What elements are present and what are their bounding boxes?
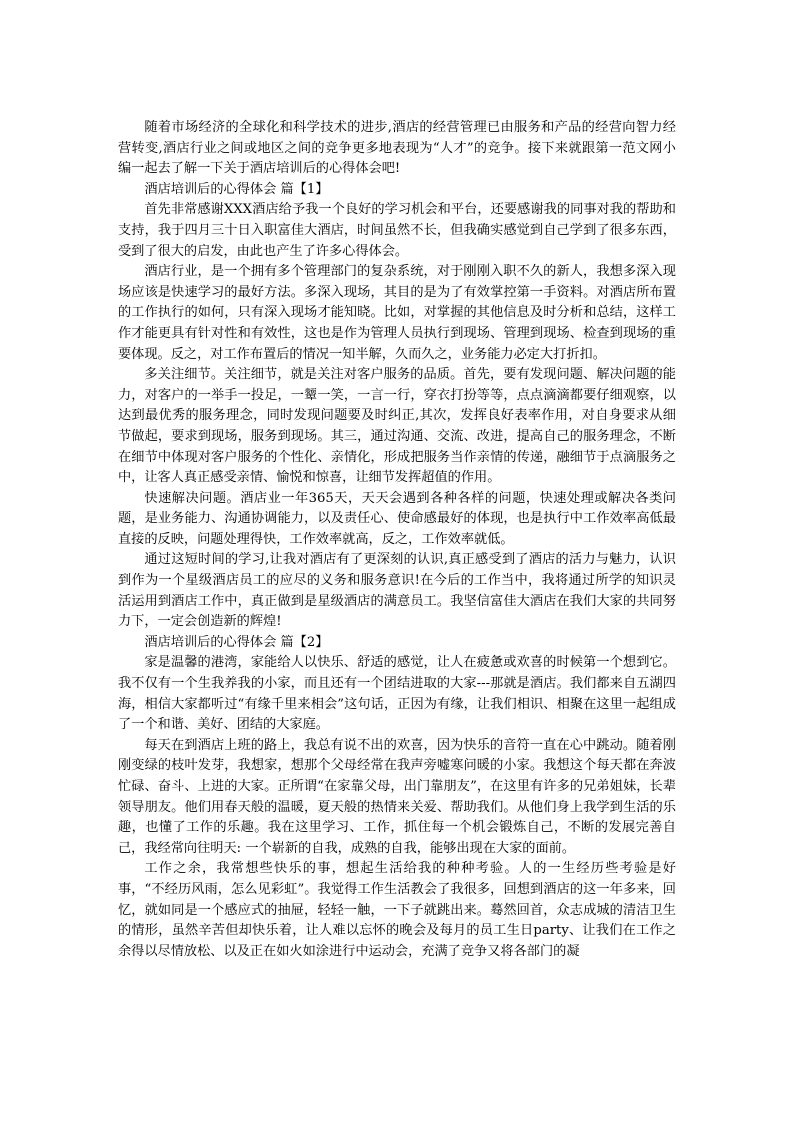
paragraph: 首先非常感谢XXX酒店给予我一个良好的学习机会和平台，还要感谢我的同事对我的帮助和支持，我于四月三十日入职富佳大酒店，时间虽然不长，但我确实感觉到自己学到了很多东西，受到了很大的启发，由此也产生了许多心得体会。 xyxy=(118,202,676,259)
document-page xyxy=(118,118,676,962)
paragraph: 每天在到酒店上班的路上，我总有说不出的欢喜，因为快乐的音符一直在心中跳动。随着刚刚变绿的枝叶发芽，我想家，想那个父母经常在我声旁嘘寒问暖的小家。我想这个每天都在奔波忙碌、奋斗、上进的大家。正所谓“在家靠父母，出门靠朋友”，在这里有许多的兄弟姐妹，长辈领导朋友。他们用春天般的温暖，夏天般的热情来关爱、帮助我们。从他们身上我学到生活的乐趣，也懂了工作的乐趣。我在这里学习、工作，抓住每一个机会锻炼自己，不断的发展完善自己，我经常向往明天: 一个崭新的自我，成熟的自我，能够出现在大家的面前。 xyxy=(118,737,676,856)
section-heading-1: 酒店培训后的心得体会 篇【1】 xyxy=(144,181,329,197)
paragraph: 多关注细节。关注细节，就是关注对客户服务的品质。首先，要有发现问题、解决问题的能力，对客户的一举手一投足，一颦一笑，一言一行，穿衣打扮等等，点点滴滴都要仔细观察，以达到最优秀的服务理念，同时发现问题要及时纠正,其次，发挥良好表率作用，对自身要求从细节做起，要求到现场，服务到现场。其三，通过沟通、交流、改进，提高自己的服务理念，不断在细节中体现对客户服务的个性化、亲情化，形成把服务当作亲情的传递，融细节于点滴服务之中，让客人真正感受亲情、愉悦和惊喜，让细节发挥超值的作用。 xyxy=(118,367,676,486)
paragraph: 通过这短时间的学习,让我对酒店有了更深刻的认识,真正感受到了酒店的活力与魅力，认识到作为一个星级酒店员工的应尽的义务和服务意识!在今后的工作当中，我将通过所学的知识灵活运用到酒店工作中，真正做到是星级酒店的满意员工。我坚信富佳大酒店在我们大家的共同努力下，一定会创造新的辉煌! xyxy=(118,552,676,630)
paragraph: 工作之余，我常想些快乐的事，想起生活给我的种种考验。人的一生经历些考验是好事，“不经历风雨，怎么见彩虹”。我觉得工作生活教会了我很多，回想到酒店的这一年多来，回忆，就如同是一个感应式的抽屉，轻轻一触，一下子就跳出来。蓦然回首，众志成城的清洁卫生的情形，虽然辛苦但却快乐着，让人难以忘怀的晚会及每月的员工生日party、让我们在工作之余得以尽情放松、以及正在如火如涂进行中运动会，充满了竞争又将各部门的凝 xyxy=(118,861,676,959)
intro-paragraph: 随着市场经济的全球化和科学技术的进步,酒店的经营管理已由服务和产品的经营向智力经营转变,酒店行业之间或地区之间的竞争更多地表现为“人才”的竞争。接下来就跟第一范文网小编一起去了解一下关于酒店培训后的心得体会吧! xyxy=(118,120,676,177)
section-heading-2: 酒店培训后的心得体会 篇【2】 xyxy=(144,634,329,650)
paragraph: 酒店行业，是一个拥有多个管理部门的复杂系统，对于刚刚入职不久的新人，我想多深入现场应该是快速学习的最好方法。多深入现场，其目的是为了有效掌控第一手资料。对酒店所布置的工作执行的如何，只有深入现场才能知晓。比如，对掌握的其他信息及时分析和总结，这样工作才能更具有针对性和有效性，这也是作为管理人员执行到现场、管理到现场、检查到现场的重要体现。反之，对工作布置后的情况一知半解，久而久之，业务能力必定大打折扣。 xyxy=(118,264,676,362)
paragraph: 快速解决问题。酒店业一年365天，天天会遇到各种各样的问题，快速处理或解决各类问题，是业务能力、沟通协调能力，以及责任心、使命感最好的体现，也是执行中工作效率高低最直接的反映，问题处理得快，工作效率就高，反之，工作效率就低。 xyxy=(118,490,676,547)
paragraph: 家是温馨的港湾，家能给人以快乐、舒适的感觉，让人在疲惫或欢喜的时候第一个想到它。我不仅有一个生我养我的小家，而且还有一个团结进取的大家---那就是酒店。我们都来自五湖四海，相信大家都听过“有缘千里来相会”这句话，正因为有缘，让我们相识、相聚在这里一起组成了一个和谐、美好、团结的大家庭。 xyxy=(118,655,676,733)
